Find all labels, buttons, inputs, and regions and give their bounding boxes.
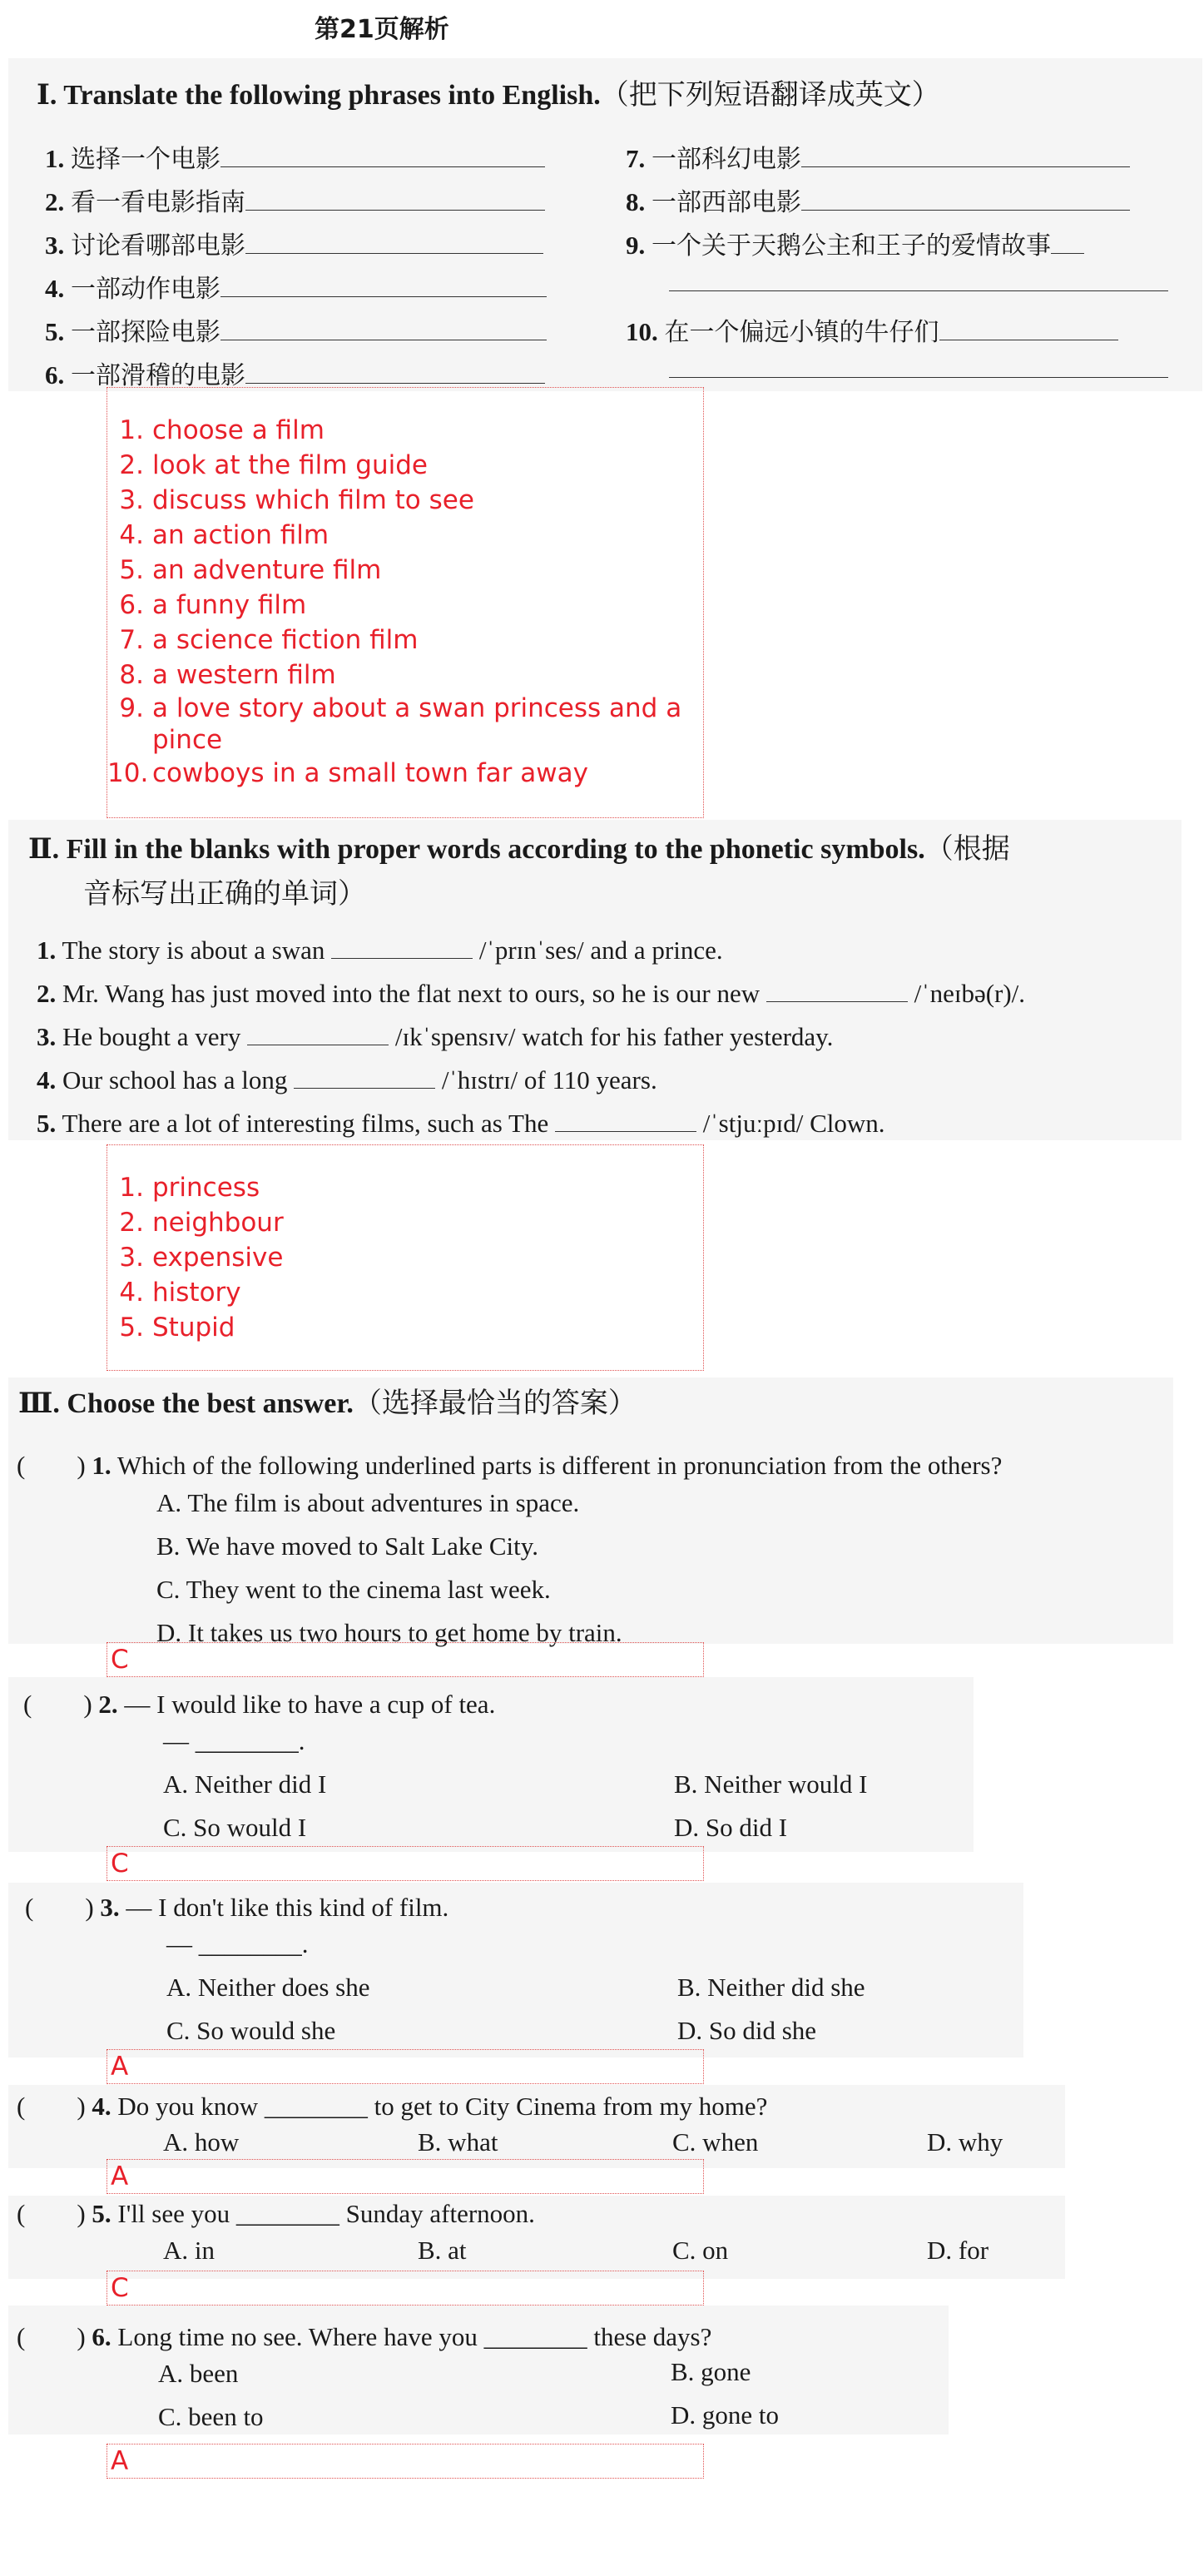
q5-option-d: D. for bbox=[927, 2236, 989, 2265]
answer-blank bbox=[669, 271, 1168, 291]
list-item: 1. 选择一个电影 bbox=[45, 138, 547, 181]
q3-answer-box bbox=[107, 2049, 704, 2084]
section2-items bbox=[37, 936, 1025, 1152]
section3-heading bbox=[18, 1380, 637, 1421]
q5-answer-box bbox=[107, 2271, 704, 2305]
section2-heading bbox=[28, 826, 1010, 866]
q3-option-d: D. So did she bbox=[677, 2016, 817, 2045]
q3-reply: — ________. bbox=[166, 1929, 309, 1958]
section1-answer-list bbox=[107, 388, 703, 791]
q4-option-a: A. how bbox=[163, 2127, 240, 2157]
list-item: 3. 讨论看哪部电影 bbox=[45, 225, 547, 268]
q6-option-b: B. gone bbox=[671, 2357, 751, 2386]
list-item: 5. There are a lot of interesting films, such as The /ˈstjuːpɪd/ Clown. bbox=[37, 1109, 885, 1138]
answer-blank bbox=[555, 1111, 696, 1132]
q4-option-b: B. what bbox=[418, 2127, 498, 2157]
answer-blank bbox=[245, 190, 545, 211]
q2-option-a: A. Neither did I bbox=[163, 1769, 327, 1799]
question-5-stem: ( ) 5. I'll see you ________ Sunday afternoon. bbox=[17, 2199, 535, 2228]
section1-heading-cn: （把下列短语翻译成英文） bbox=[600, 78, 940, 112]
answer-item: 1. princess bbox=[119, 1173, 260, 1203]
list-item: 5. 一部探险电影 bbox=[45, 311, 547, 355]
list-item bbox=[626, 268, 1168, 311]
q6-option-d: D. gone to bbox=[671, 2400, 780, 2430]
answer-item: 2. neighbour bbox=[119, 1208, 284, 1238]
answer-item: 3. expensive bbox=[119, 1243, 284, 1273]
q2-option-c: C. So would I bbox=[163, 1813, 307, 1842]
list-item: 3. He bought a very /ɪkˈspensɪv/ watch for his father yesterday. bbox=[37, 1022, 834, 1051]
q5-answer: C bbox=[111, 2273, 129, 2303]
section1-heading bbox=[37, 72, 940, 112]
q1-option-a: A. The film is about adventures in space. bbox=[156, 1488, 580, 1517]
q3-answer: A bbox=[111, 2052, 129, 2082]
answer-item: 5. Stupid bbox=[119, 1313, 235, 1343]
answer-item: 6. a funny film bbox=[119, 590, 307, 620]
answer-item: 9. a love story about a swan princess and a pince bbox=[119, 693, 682, 755]
section2-answer-box bbox=[107, 1144, 704, 1371]
q2-reply: — ________. bbox=[163, 1726, 305, 1755]
answer-blank bbox=[669, 357, 1168, 378]
answer-item: 4. an action film bbox=[119, 520, 329, 550]
list-item: 1. The story is about a swan /ˈprɪnˈses/ and a prince. bbox=[37, 936, 723, 965]
answer-item: 2. look at the film guide bbox=[119, 450, 428, 480]
section1-right-column bbox=[626, 138, 1168, 398]
q4-answer-box bbox=[107, 2159, 704, 2194]
q1-answer: C bbox=[111, 1645, 129, 1675]
q1-option-b: B. We have moved to Salt Lake City. bbox=[156, 1531, 538, 1561]
answer-blank bbox=[939, 320, 1118, 340]
answer-blank bbox=[766, 981, 908, 1002]
q4-answer: A bbox=[111, 2162, 129, 2191]
question-1-stem: ( ) 1. Which of the following underlined parts is different in pronunciation from the others? bbox=[17, 1451, 1003, 1480]
answer-blank bbox=[220, 276, 547, 297]
q1-option-c: C. They went to the cinema last week. bbox=[156, 1575, 551, 1604]
list-item: 10. 在一个偏远小镇的牛仔们 bbox=[626, 311, 1168, 355]
list-item: 4. 一部动作电影 bbox=[45, 268, 547, 311]
answer-blank bbox=[247, 1025, 389, 1045]
q6-answer: A bbox=[111, 2446, 129, 2476]
section2-heading-en: Ⅱ. Fill in the blanks with proper words according to the phonetic symbols. bbox=[28, 834, 925, 865]
list-item: 7. 一部科幻电影 bbox=[626, 138, 1168, 181]
answer-item: 1. choose a film bbox=[119, 415, 325, 445]
list-item: 4. Our school has a long /ˈhɪstrɪ/ of 110 years. bbox=[37, 1065, 657, 1094]
q6-answer-box bbox=[107, 2444, 704, 2479]
answer-blank bbox=[220, 320, 547, 340]
q6-option-a: A. been bbox=[158, 2359, 239, 2388]
section2-heading-cn1: （根据 bbox=[924, 832, 1010, 866]
answer-item: 3. discuss which film to see bbox=[119, 485, 474, 515]
answer-blank bbox=[801, 190, 1130, 211]
q5-option-b: B. at bbox=[418, 2236, 467, 2265]
answer-item: 4. history bbox=[119, 1278, 241, 1308]
list-item: 9. 一个关于天鹅公主和王子的爱情故事 bbox=[626, 225, 1168, 268]
list-item: 2. 看一看电影指南 bbox=[45, 181, 547, 225]
section2-answer-list bbox=[107, 1145, 703, 1345]
section1-heading-en: Ⅰ. Translate the following phrases into English. bbox=[37, 80, 601, 111]
q2-option-d: D. So did I bbox=[674, 1813, 788, 1842]
q2-answer-box bbox=[107, 1846, 704, 1881]
answer-item: 5. an adventure film bbox=[119, 555, 382, 585]
list-item: 6. 一部滑稽的电影 bbox=[45, 355, 547, 398]
section1-left-column bbox=[45, 138, 547, 398]
list-item: 8. 一部西部电影 bbox=[626, 181, 1168, 225]
q2-answer: C bbox=[111, 1849, 129, 1879]
answer-item: 10. cowboys in a small town far away bbox=[107, 758, 588, 788]
q3-option-c: C. So would she bbox=[166, 2016, 336, 2045]
question-3-stem: ( ) 3. — I don't like this kind of film. bbox=[25, 1893, 449, 1922]
section3-heading-cn: （选择最恰当的答案） bbox=[353, 1387, 637, 1420]
answer-blank bbox=[220, 146, 545, 167]
page-title: 第21页解析 bbox=[315, 15, 449, 44]
answer-blank bbox=[294, 1068, 435, 1089]
answer-blank bbox=[245, 233, 543, 254]
q2-option-b: B. Neither would I bbox=[674, 1769, 868, 1799]
section3-heading-en: Ⅲ. Choose the best answer. bbox=[18, 1388, 354, 1419]
section1-answer-box bbox=[107, 387, 704, 818]
q4-option-c: C. when bbox=[672, 2127, 759, 2157]
q4-option-d: D. why bbox=[927, 2127, 1003, 2157]
question-4-stem: ( ) 4. Do you know ________ to get to City Cinema from my home? bbox=[17, 2092, 768, 2121]
q6-option-c: C. been to bbox=[158, 2402, 264, 2431]
list-item: 2. Mr. Wang has just moved into the flat next to ours, so he is our new /ˈneɪbə(r)/. bbox=[37, 979, 1026, 1008]
question-2-stem: ( ) 2. — I would like to have a cup of tea. bbox=[23, 1690, 496, 1719]
q3-option-b: B. Neither did she bbox=[677, 1973, 865, 2002]
q5-option-c: C. on bbox=[672, 2236, 729, 2265]
question-6-stem: ( ) 6. Long time no see. Where have you ________ these days? bbox=[17, 2322, 712, 2351]
answer-blank bbox=[331, 938, 473, 959]
list-item bbox=[626, 355, 1168, 398]
answer-blank bbox=[801, 146, 1130, 167]
section2-heading-line2: 音标写出正确的单词） bbox=[83, 877, 366, 911]
answer-item: 8. a western film bbox=[119, 660, 336, 690]
answer-blank bbox=[245, 363, 545, 384]
answer-blank bbox=[1051, 233, 1084, 254]
q3-option-a: A. Neither does she bbox=[166, 1973, 370, 2002]
q1-option-d: D. It takes us two hours to get home by train. bbox=[156, 1618, 622, 1647]
q5-option-a: A. in bbox=[163, 2236, 215, 2265]
q1-answer-box bbox=[107, 1642, 704, 1677]
answer-item: 7. a science fiction film bbox=[119, 625, 419, 655]
